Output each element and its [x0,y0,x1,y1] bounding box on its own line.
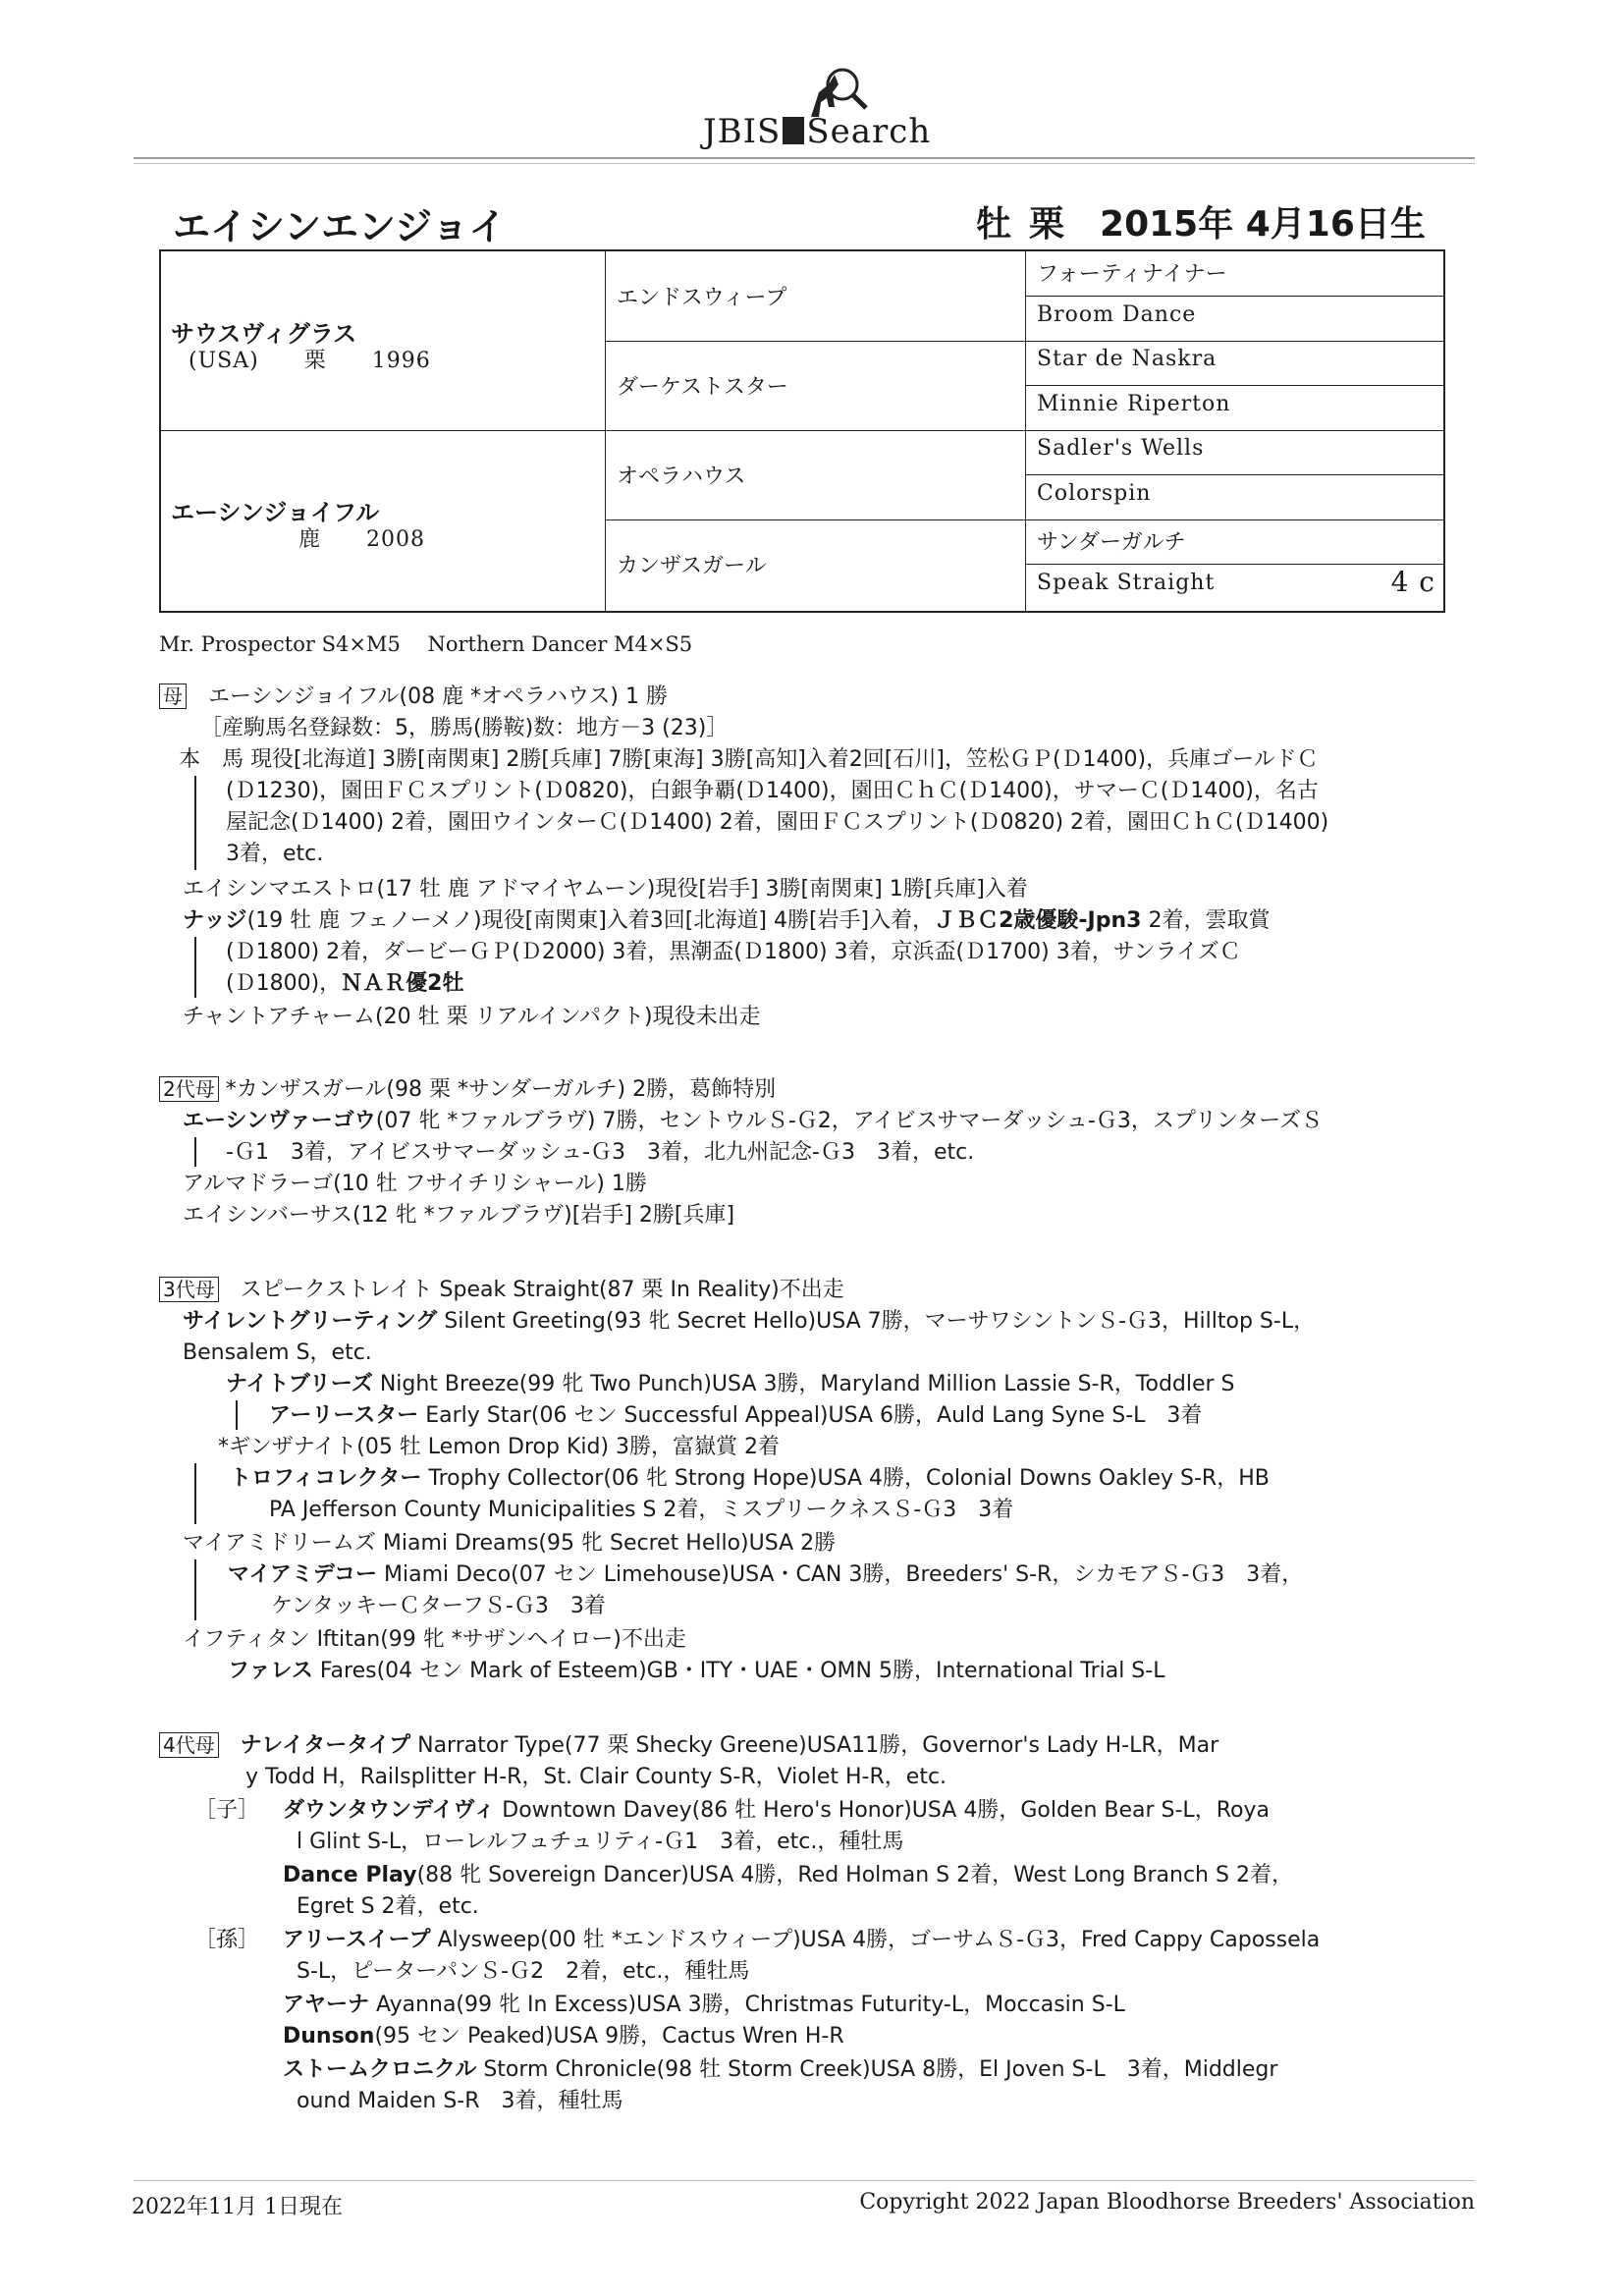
jbis-search-logo [703,63,939,151]
progeny-line: アヤーナ Ayanna(99 牝 In Excess)USA 3勝，Christmas Futurity-L，Moccasin S-L [283,1993,1125,2017]
section-tag: 2代母 [159,1076,219,1102]
progeny-line: 3着，etc. [226,842,324,866]
horse-birth: 2015年 4月16日生 [1100,204,1426,245]
progeny-line: l Glint S-L，ローレルフュチュリティ-Ｇ1 3着，etc.，種牡馬 [297,1830,904,1854]
progeny-line: アリースイープ Alysweep(00 牡 *エンドスウィープ)USA 4勝，ゴーサムＳ-Ｇ3，Fred Cappy Capossela [283,1928,1321,1952]
progeny-line: Bensalem S，etc. [183,1340,372,1365]
logo-jbis: JBIS [703,112,782,151]
progeny-line: ストームクロニクル Storm Chronicle(98 牡 Storm Creek)USA 8勝，El Joven S-L 3着，Middlegr [283,2057,1278,2082]
dam-sire: オペラハウス [617,465,746,489]
progeny-line: (Ｄ1800)，ＮＡＲ優2牡 [226,971,464,996]
inbreeding-line: Mr. Prospector S4×M5 Northern Dancer M4×S5 [159,632,693,656]
progeny-line: サイレントグリーティング Silent Greeting(93 牝 Secret Hello)USA 7勝，マーサワシントンＳ-Ｇ3，Hilltop S-L， [183,1309,1316,1334]
progeny-line: (Ｄ1230)，園田ＦＣスプリント(Ｄ0820)，白銀争覇(Ｄ1400)，園田ＣｈＣ(Ｄ1400)，サマーＣ(Ｄ1400)，名古 [226,779,1319,803]
g3-ancestor: Star de Naskra [1037,347,1218,371]
fourth-dam-line: 4代母 ナレイタータイプ Narrator Type(77 栗 Shecky Greene)USA11勝，Governor's Lady H-LR，Mar [159,1730,1218,1762]
progeny-line: マイアミドリームズ Miami Dreams(95 牝 Secret Hello)USA 2勝 [183,1531,837,1556]
sire-dam: ダーケストスター [617,375,788,400]
horse-sex: 牡 [976,204,1012,245]
progeny-line: ケンタッキーＣターフＳ-Ｇ3 3着 [271,1594,606,1618]
g3-ancestor: フォーティナイナー [1037,262,1227,287]
child-tag: ［子］ [194,1798,260,1823]
progeny-line: エイシンマエストロ(17 牡 鹿 アドマイヤムーン)現役[岩手] 3勝[南関東] 1勝[兵庫]入着 [183,877,1028,902]
sire-sire: エンドスウィープ [617,286,787,310]
g3-ancestor: Colorspin [1037,481,1152,506]
header-rule-thin [134,163,1475,164]
horse-color: 栗 [1029,204,1065,245]
progeny-line: ナッジ(19 牡 鹿 フェノーメノ)現役[南関東]入着3回[北海道] 4勝[岩手]入着，ＪＢＣ2歳優駿-Jpn3 2着，雲取賞 [183,908,1271,933]
progeny-bar [194,1559,196,1620]
header-rule [134,157,1475,159]
pedigree-table [159,249,1445,613]
g3-ancestor: Minnie Riperton [1037,392,1231,416]
second-dam-line: 2代母 *カンザスガール(98 栗 *サンダーガルチ) 2勝，葛飾特別 [159,1074,776,1106]
copyright: Copyright 2022 Japan Bloodhorse Breeders' Association [859,2190,1475,2214]
progeny-line: イフティタン Iftitan(99 牝 *サザンヘイロー)不出走 [183,1627,686,1652]
section-tag: 母 [159,683,187,709]
grandchild-tag: ［孫］ [194,1928,260,1952]
progeny-line: マイアミデコー Miami Deco(07 セン Limehouse)USA・CAN 3勝，Breeders' S-R，シカモアＳ-Ｇ3 3着， [228,1562,1304,1587]
progeny-line: *ギンザナイト(05 牡 Lemon Drop Kid) 3勝，富嶽賞 2着 [218,1435,781,1459]
progeny-line: Egret S 2着，etc. [297,1894,479,1919]
dam-info: 鹿 2008 [298,527,426,552]
footer-rule [134,2180,1475,2181]
g3-ancestor: サンダーガルチ [1037,530,1186,555]
progeny-line: y Todd H，Railsplitter H-R，St. Clair County S-R，Violet H-R，etc. [245,1765,947,1789]
progeny-line: PA Jefferson County Municipalities S 2着，ミスプリークネスＳ-Ｇ3 3着 [269,1498,1014,1522]
progeny-line: トロフィコレクター Trophy Collector(06 牝 Strong Hope)USA 4勝，Colonial Downs Oakley S-R，HB [230,1466,1270,1491]
as-of-date: 2022年11月 1日現在 [132,2195,343,2219]
dam-line: 母 エーシンジョイフル(08 鹿 *オペラハウス) 1 勝 [159,682,668,713]
progeny-line: 本 馬 現役[北海道] 3勝[南関東] 2勝[兵庫] 7勝[東海] 3勝[高知]入着2回[石川]，笠松ＧＰ(Ｄ1400)，兵庫ゴールドＣ [179,747,1319,772]
g3-ancestor: Broom Dance [1037,302,1197,327]
progeny-line: Dance Play(88 牝 Sovereign Dancer)USA 4勝，Red Holman S 2着，West Long Branch S 2着， [283,1863,1293,1887]
g3-ancestor: Sadler's Wells [1037,436,1205,461]
family-number: 4 c [1390,566,1435,598]
progeny-line: (Ｄ1800) 2着，ダービーＧＰ(Ｄ2000) 3着，黒潮盃(Ｄ1800) 3着，京浜盃(Ｄ1700) 3着，サンライズＣ [226,940,1241,964]
sire-info: (USA) 栗 1996 [189,349,431,373]
horse-meta [976,196,1443,246]
logo-block [783,117,804,144]
progeny-bar [194,937,196,998]
g3-ancestor: Speak Straight [1037,571,1216,595]
dam-dam: カンザスガール [617,554,767,578]
progeny-line: Dunson(95 セン Peaked)USA 9勝，Cactus Wren H-R [283,2024,844,2049]
section-tag: 3代母 [159,1277,219,1302]
progeny-line: アルマドラーゴ(10 牡 フサイチリシャール) 1勝 [183,1172,647,1196]
progeny-line: ダウンタウンデイヴィ Downtown Davey(86 牡 Hero's Honor)USA 4勝，Golden Bear S-L，Roya [283,1798,1270,1823]
dam-name: エーシンジョイフル [171,499,380,526]
progeny-bar [194,776,196,870]
progeny-bar [194,1463,196,1524]
progeny-line: S-L，ピーターパンＳ-Ｇ2 2着，etc.，種牡馬 [297,1959,750,1984]
progeny-line: ファレス Fares(04 セン Mark of Esteem)GB・ITY・UAE・OMN 5勝，International Trial S-L [228,1659,1165,1683]
dam-stats: ［産駒馬名登録数：5，勝馬(勝鞍)数：地方－3 (23)］ [200,716,729,740]
progeny-line: エイシンバーサス(12 牝 *ファルブラヴ)[岩手] 2勝[兵庫] [183,1203,735,1228]
progeny-bar [194,1137,196,1167]
progeny-line: アーリースター Early Star(06 セン Successful Appeal)USA 6勝，Auld Lang Syne S-L 3着 [269,1403,1203,1428]
section-tag: 4代母 [159,1732,219,1758]
logo-search: Search [806,112,932,151]
progeny-bar [236,1400,238,1430]
progeny-line: チャントアチャーム(20 牡 栗 リアルインパクト)現役未出走 [183,1005,761,1029]
progeny-line: 屋記念(Ｄ1400) 2着，園田ウインターＣ(Ｄ1400) 2着，園田ＦＣスプリント(Ｄ0820) 2着，園田ＣｈＣ(Ｄ1400) [226,810,1329,835]
progeny-line: ound Maiden S-R 3着，種牡馬 [297,2089,623,2113]
progeny-line: エーシンヴァーゴウ(07 牝 *ファルブラヴ) 7勝，セントウルＳ-Ｇ2，アイビスサマーダッシュ-Ｇ3，スプリンターズＳ [183,1109,1323,1133]
progeny-line: -Ｇ1 3着，アイビスサマーダッシュ-Ｇ3 3着，北九州記念-Ｇ3 3着，etc. [226,1140,975,1165]
progeny-line: ナイトブリーズ Night Breeze(99 牝 Two Punch)USA 3勝，Maryland Million Lassie S-R，Toddler S [226,1372,1235,1396]
sire-name: サウスヴィグラス [171,320,357,348]
horse-name: エイシンエンジョイ [173,205,507,248]
third-dam-line: 3代母 スピークストレイト Speak Straight(87 栗 In Reality)不出走 [159,1275,844,1306]
